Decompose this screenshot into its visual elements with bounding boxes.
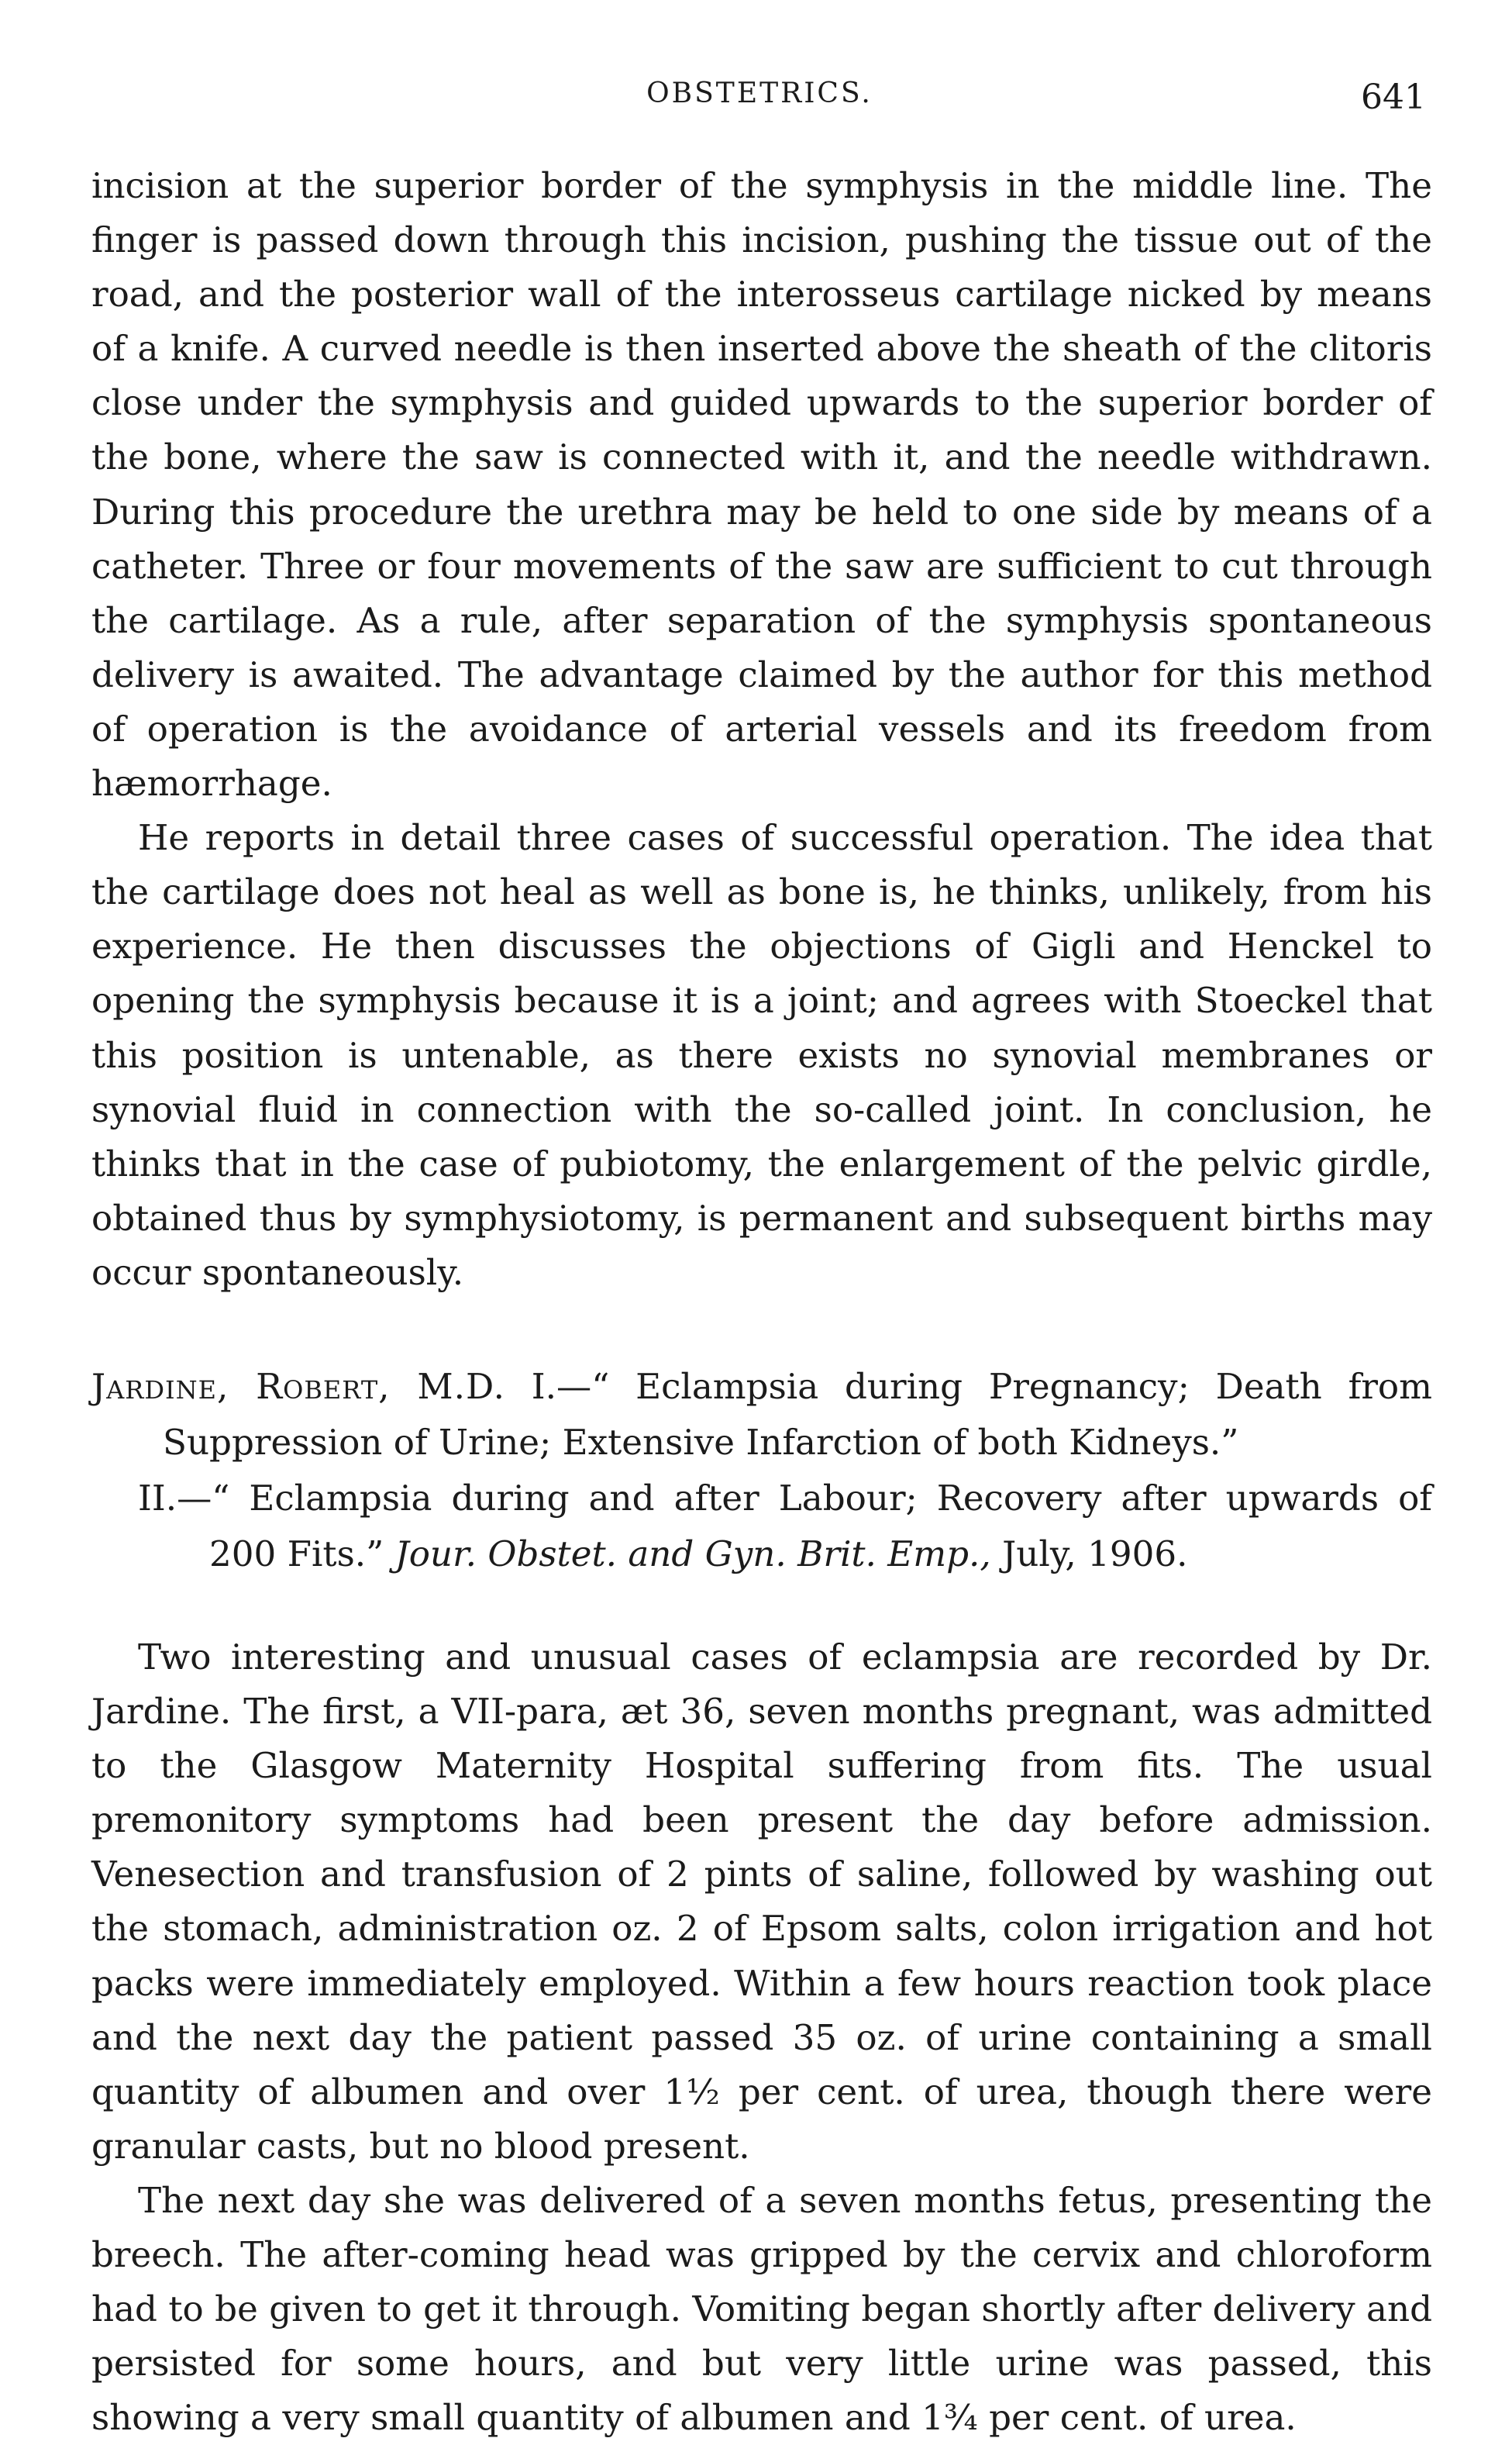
citation-title-1: I.—“ Eclampsia during Pregnancy; Death from Suppression of Urine; Extensive Infarction of both Kidneys.” [163, 1365, 1432, 1463]
page-number: 641 [1361, 78, 1426, 117]
paragraph-eclampsia-cases: Two interesting and unusual cases of eclampsia are recorded by Dr. Jardine. The first, a VII-para, æt 36, seven months pregnant, was admitted to the Glasgow Maternity Hospital suffering from fits. The usual premonitory symptoms had been present the day before admission. Venesection and transfusion of 2 pints of saline, followed by washing out the stomach, administration oz. 2 of Epsom salts, colon irrigation and hot packs were immediately employed. Within a few hours reaction took place and the next day the patient passed 35 oz. of urine containing a small quantity of albumen and over 1½ per cent. of urea, though there were granular casts, but no blood present. [91, 1636, 1432, 2167]
paragraph-reported-cases: He reports in detail three cases of successful operation. The idea that the cartilage does not heal as well as bone is, he thinks, unlikely, from his experience. He then discusses the objections of Gigli and Henckel to opening the symphysis because it is a joint; and agrees with Stoeckel that this position is untenable, as there exists no synovial membranes or synovial fluid in connection with the so-called joint. In conclusion, he thinks that in the case of pubiotomy, the enlargement of the pelvic girdle, obtained thus by symphysiotomy, is permanent and subsequent births may occur spontaneously. [91, 817, 1432, 1293]
citation-entry [91, 1359, 1432, 1582]
page-body [91, 159, 1432, 2445]
citation-author: Jardine, Robert, M.D. [91, 1365, 505, 1407]
citation-date: July, 1906. [1002, 1533, 1188, 1574]
section-gap [91, 1300, 1432, 1359]
running-title: OBSTETRICS. [646, 78, 873, 109]
citation-title-2: II.—“ Eclampsia during and after Labour; Recovery after upwards of 200 Fits.” [138, 1477, 1432, 1574]
running-head [93, 78, 1426, 124]
paragraph-delivery: The next day she was delivered of a seven months fetus, presenting the breech. The after-coming head was gripped by the cervix and chloroform had to be given to get it through. Vomiting began shortly after delivery and persisted for some hours, and but very little urine was passed, this showing a very small quantity of albumen and 1¾ per cent. of urea. [91, 2179, 1432, 2439]
section-gap [91, 1582, 1432, 1630]
citation-line-2 [138, 1471, 1432, 1582]
citation-journal: Jour. Obstet. and Gyn. Brit. Emp., [394, 1533, 991, 1574]
paragraph-operation-method: incision at the superior border of the symphysis in the middle line. The finger is passed down through this incision, pushing the tissue out of the road, and the posterior wall of the interosseus cartilage nicked by means of a knife. A curved needle is then inserted above the sheath of the clitoris close under the symphysis and guided upwards to the superior border of the bone, where the saw is connected with it, and the needle withdrawn. During this procedure the urethra may be held to one side by means of a catheter. Three or four movements of the saw are sufficient to cut through the cartilage. As a rule, after separation of the symphysis spontaneous delivery is awaited. The advantage claimed by the author for this method of operation is the avoidance of arterial vessels and its freedom from hæmorrhage. [91, 165, 1432, 805]
